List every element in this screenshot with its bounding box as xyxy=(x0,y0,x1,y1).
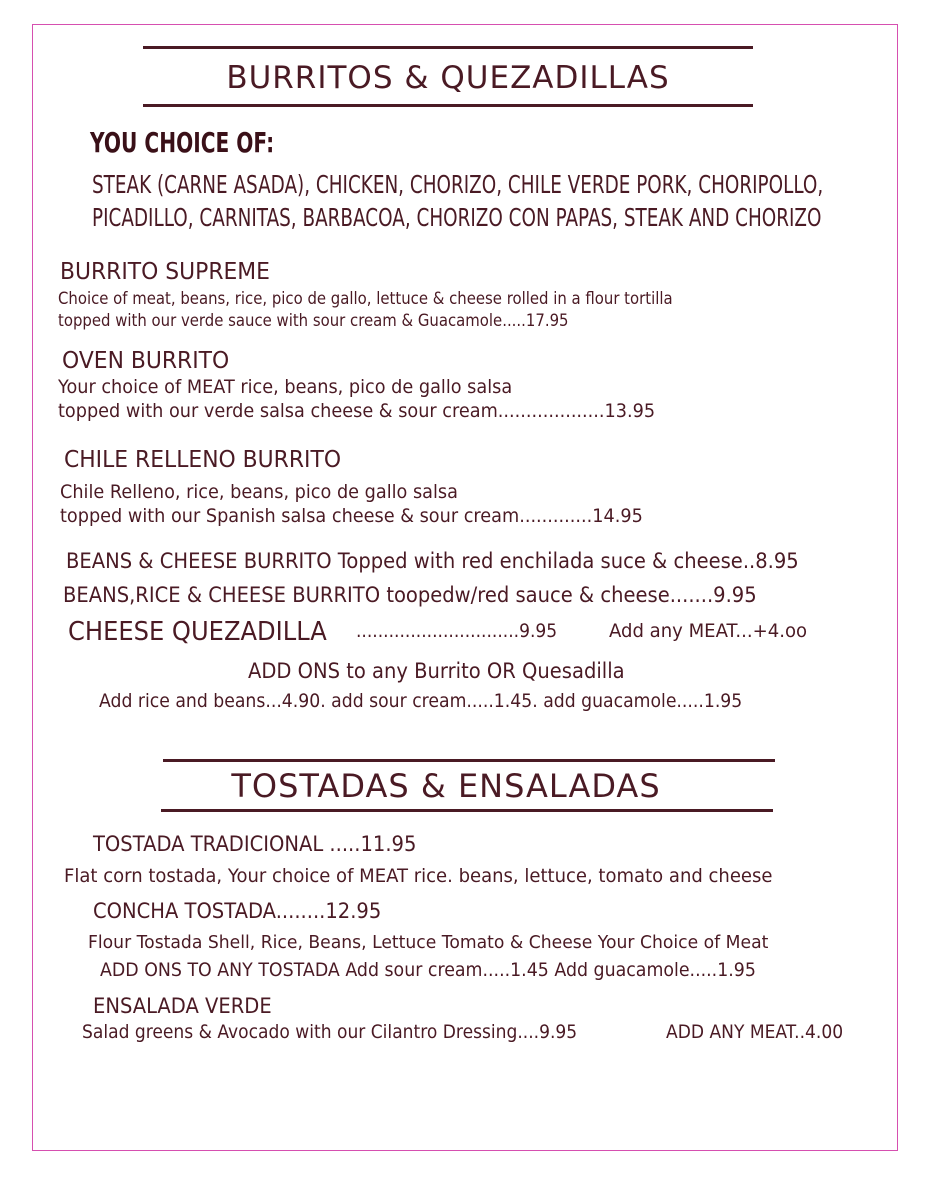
cheese-quezadilla-name: CHEESE QUEZADILLA xyxy=(68,617,327,647)
chile-relleno-burrito-name: CHILE RELLENO BURRITO xyxy=(64,447,342,473)
tostadas-rule-upper xyxy=(163,759,775,762)
add-meat-quezadilla: Add any MEAT...+4.oo xyxy=(609,620,808,642)
choice-heading: YOU CHOICE OF: xyxy=(90,126,275,159)
choice-line-2: PICADILLO, CARNITAS, BARBACOA, CHORIZO CON PAPAS, STEAK AND CHORIZO xyxy=(92,203,822,232)
tostadas-rule-lower xyxy=(161,809,773,812)
burrito-addons-line: Add rice and beans...4.90. add sour cream.....1.45. add guacamole.....1.95 xyxy=(99,690,743,712)
choice-line-1: STEAK (CARNE ASADA), CHICKEN, CHORIZO, CHILE VERDE PORK, CHORIPOLLO, xyxy=(92,170,824,199)
cheese-quezadilla-price: ..............................9.95 xyxy=(356,620,558,642)
tostada-tradicional-desc: Flat corn tostada, Your choice of MEAT rice. beans, lettuce, tomato and cheese xyxy=(64,865,773,887)
chile-relleno-desc-1: Chile Relleno, rice, beans, pico de gallo salsa xyxy=(60,481,458,503)
oven-burrito-desc-2: topped with our verde salsa cheese & sour cream...................13.95 xyxy=(58,400,656,422)
ensalada-verde-name: ENSALADA VERDE xyxy=(93,994,272,1018)
beans-cheese-burrito: BEANS & CHEESE BURRITO Topped with red enchilada suce & cheese..8.95 xyxy=(66,549,799,573)
beans-rice-cheese-burrito: BEANS,RICE & CHEESE BURRITO toopedw/red sauce & cheese.......9.95 xyxy=(63,583,757,607)
top-rule-lower xyxy=(143,104,753,107)
ensalada-verde-desc: Salad greens & Avocado with our Cilantro Dressing....9.95 xyxy=(82,1021,578,1043)
concha-tostada-name: CONCHA TOSTADA........12.95 xyxy=(93,899,382,923)
burritos-section-title: BURRITOS & QUEZADILLAS xyxy=(226,60,670,96)
burrito-supreme-name: BURRITO SUPREME xyxy=(60,259,270,285)
burrito-supreme-desc-2: topped with our verde sauce with sour cream & Guacamole.....17.95 xyxy=(58,311,569,331)
tostada-addons-line: ADD ONS TO ANY TOSTADA Add sour cream.....1.45 Add guacamole.....1.95 xyxy=(100,959,756,981)
tostada-tradicional-name: TOSTADA TRADICIONAL .....11.95 xyxy=(93,832,417,856)
top-rule-upper xyxy=(143,46,753,49)
chile-relleno-desc-2: topped with our Spanish salsa cheese & sour cream.............14.95 xyxy=(60,505,643,527)
tostadas-section-title: TOSTADAS & ENSALADAS xyxy=(231,767,661,805)
oven-burrito-desc-1: Your choice of MEAT rice, beans, pico de gallo salsa xyxy=(58,376,513,398)
ensalada-add-meat: ADD ANY MEAT..4.00 xyxy=(666,1021,844,1043)
oven-burrito-name: OVEN BURRITO xyxy=(62,348,230,374)
burrito-addons-heading: ADD ONS to any Burrito OR Quesadilla xyxy=(248,659,625,683)
concha-tostada-desc: Flour Tostada Shell, Rice, Beans, Lettuce Tomato & Cheese Your Choice of Meat xyxy=(88,932,769,953)
burrito-supreme-desc-1: Choice of meat, beans, rice, pico de gallo, lettuce & cheese rolled in a flour tortilla xyxy=(58,289,673,309)
